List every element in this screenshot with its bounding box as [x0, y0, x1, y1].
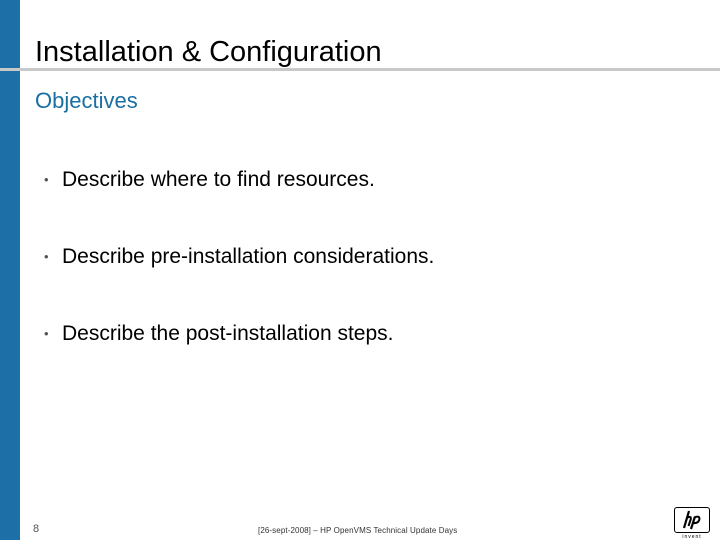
logo-tagline: invent: [682, 534, 702, 540]
list-item: [44, 243, 434, 320]
bullet-text: Describe pre-installation considerations.: [62, 245, 435, 268]
list-item: [44, 166, 434, 243]
slide-title: Installation & Configuration: [35, 36, 382, 68]
logo-mark: [675, 508, 708, 531]
bullet-text: Describe where to find resources.: [62, 168, 375, 191]
bullet-icon: •: [44, 249, 49, 264]
bullet-list: [44, 166, 434, 397]
list-item: [44, 320, 434, 397]
accent-bar: [0, 0, 20, 540]
page-number: 8: [33, 523, 40, 535]
footer-text: [26-sept-2008] – HP OpenVMS Technical Update Days: [258, 526, 458, 535]
bullet-icon: •: [44, 326, 49, 341]
logo-frame: [674, 507, 710, 533]
bullet-icon: •: [44, 172, 49, 187]
hp-logo-icon: [674, 507, 710, 540]
slide-subtitle: Objectives: [35, 88, 138, 113]
bullet-text: Describe the post-installation steps.: [62, 322, 394, 345]
